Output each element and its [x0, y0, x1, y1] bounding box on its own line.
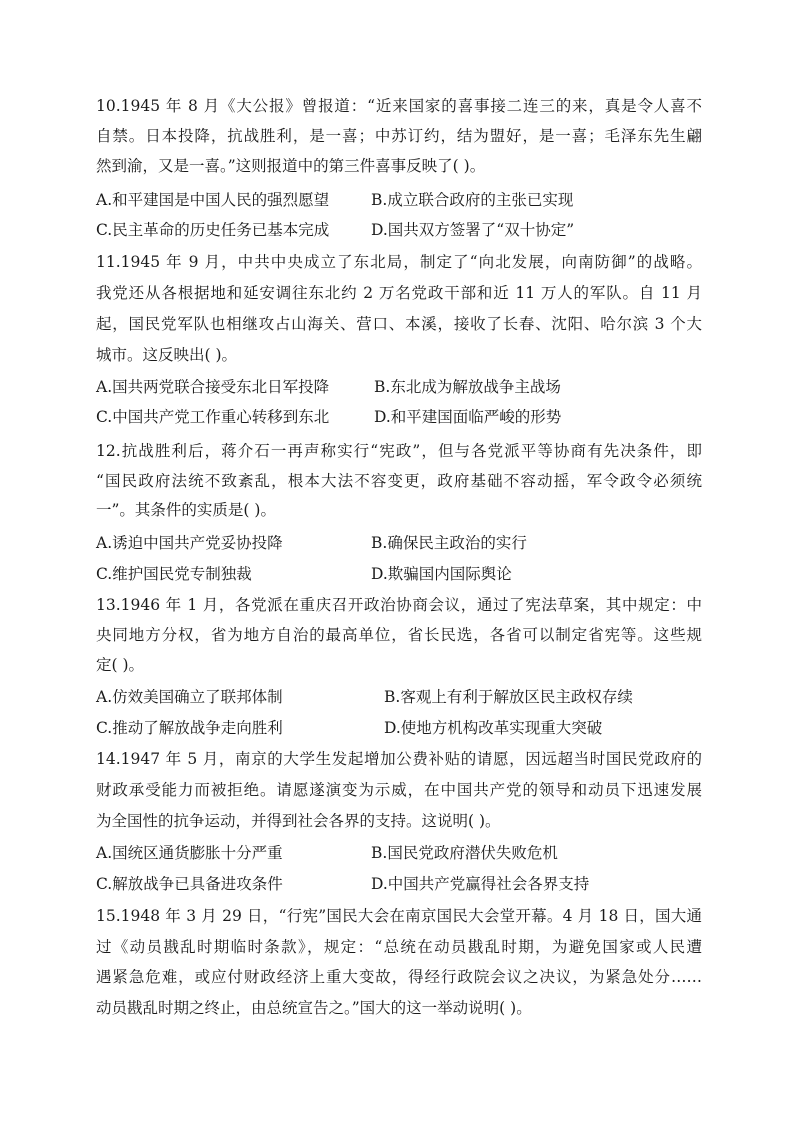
question-15-stem-line: 动员戡乱时期之终止，由总统宣告之。”国大的这一举动说明( )。: [96, 999, 532, 1017]
option-b[interactable]: B.确保民主政治的实行: [371, 534, 527, 552]
question-15-stem-line: 15.1948 年 3 月 29 日，“行宪”国民大会在南京国民大会堂开幕。4 月 18 日，国大通: [96, 907, 702, 925]
question-14-stem-line: 14.1947 年 5 月，南京的大学生发起增加公费补贴的请愿，因远超当时国民党政府的: [96, 750, 702, 768]
option-c[interactable]: C.解放战争已具备进攻条件: [96, 875, 283, 893]
option-c[interactable]: C.维护国民党专制独裁: [96, 565, 252, 583]
question-11-stem-line: 11.1945 年 9 月，中共中央成立了东北局，制定了“向北发展，向南防御”的战略。: [96, 253, 702, 271]
question-11-stem-line: 起，国民党军队也相继攻占山海关、营口、本溪，接收了长春、沈阳、哈尔滨 3 个大: [96, 315, 702, 333]
option-d[interactable]: D.使地方机构改革实现重大突破: [384, 719, 603, 737]
question-14-stem-line: 财政承受能力而被拒绝。请愿遂演变为示威，在中国共产党的领导和动员下迅速发展: [96, 781, 702, 799]
option-a[interactable]: A.仿效美国确立了联邦体制: [96, 688, 283, 706]
option-b[interactable]: B.客观上有利于解放区民主政权存续: [384, 688, 633, 706]
option-b[interactable]: B.成立联合政府的主张已实现: [371, 191, 574, 209]
question-13-stem-line: 定( )。: [96, 656, 145, 674]
option-d[interactable]: D.中国共产党赢得社会各界支持: [371, 875, 590, 893]
option-b[interactable]: B.国民党政府潜伏失败危机: [371, 844, 558, 862]
question-12-stem-line: “国民政府法统不致紊乱，根本大法不容变更，政府基础不容动摇，军令政令必须统: [96, 472, 702, 490]
option-c[interactable]: C.民主革命的历史任务已基本完成: [96, 221, 330, 239]
option-c[interactable]: C.推动了解放战争走向胜利: [96, 719, 283, 737]
option-a[interactable]: A.国共两党联合接受东北日军投降: [96, 378, 330, 396]
question-10-stem-line: 然到渝，又是一喜。”这则报道中的第三件喜事反映了( )。: [96, 157, 486, 175]
option-d[interactable]: D.国共双方签署了“双十协定”: [371, 221, 575, 239]
option-d[interactable]: D.和平建国面临严峻的形势: [374, 408, 562, 426]
option-b[interactable]: B.东北成为解放战争主战场: [374, 378, 561, 396]
question-10-stem-line: 自禁。日本投降，抗战胜利，是一喜；中苏订约，结为盟好，是一喜；毛泽东先生翩: [96, 127, 702, 145]
question-15-stem-line: 过《动员戡乱时期临时条款》，规定：“总统在动员戡乱时期，为避免国家或人民遭: [96, 938, 702, 956]
option-a[interactable]: A.和平建国是中国人民的强烈愿望: [96, 191, 330, 209]
option-c[interactable]: C.中国共产党工作重心转移到东北: [96, 408, 330, 426]
question-10-stem-line: 10.1945 年 8 月《大公报》曾报道：“近来国家的喜事接二连三的来，真是令人喜不: [96, 97, 702, 115]
option-d[interactable]: D.欺骗国内国际舆论: [371, 565, 512, 583]
option-a[interactable]: A.诱迫中国共产党妥协投降: [96, 534, 283, 552]
question-12-stem-line: 一”。其条件的实质是( )。: [96, 501, 276, 519]
question-11-stem-line: 我党还从各根据地和延安调往东北约 2 万名党政干部和近 11 万人的军队。自 11 月: [96, 284, 702, 302]
question-13-stem-line: 13.1946 年 1 月，各党派在重庆召开政治协商会议，通过了宪法草案，其中规定：中: [96, 596, 702, 614]
question-14-stem-line: 为全国性的抗争运动，并得到社会各界的支持。这说明( )。: [96, 812, 501, 830]
question-15-stem-line: 遇紧急危难，或应付财政经济上重大变故，得经行政院会议之决议，为紧急处分……: [96, 968, 702, 986]
option-a[interactable]: A.国统区通货膨胀十分严重: [96, 844, 283, 862]
question-11-stem-line: 城市。这反映出( )。: [96, 346, 238, 364]
question-13-stem-line: 央同地方分权，省为地方自治的最高单位，省长民选，各省可以制定省宪等。这些规: [96, 626, 702, 644]
question-12-stem-line: 12.抗战胜利后，蒋介石一再声称实行“宪政”，但与各党派平等协商有先决条件，即: [96, 442, 702, 460]
